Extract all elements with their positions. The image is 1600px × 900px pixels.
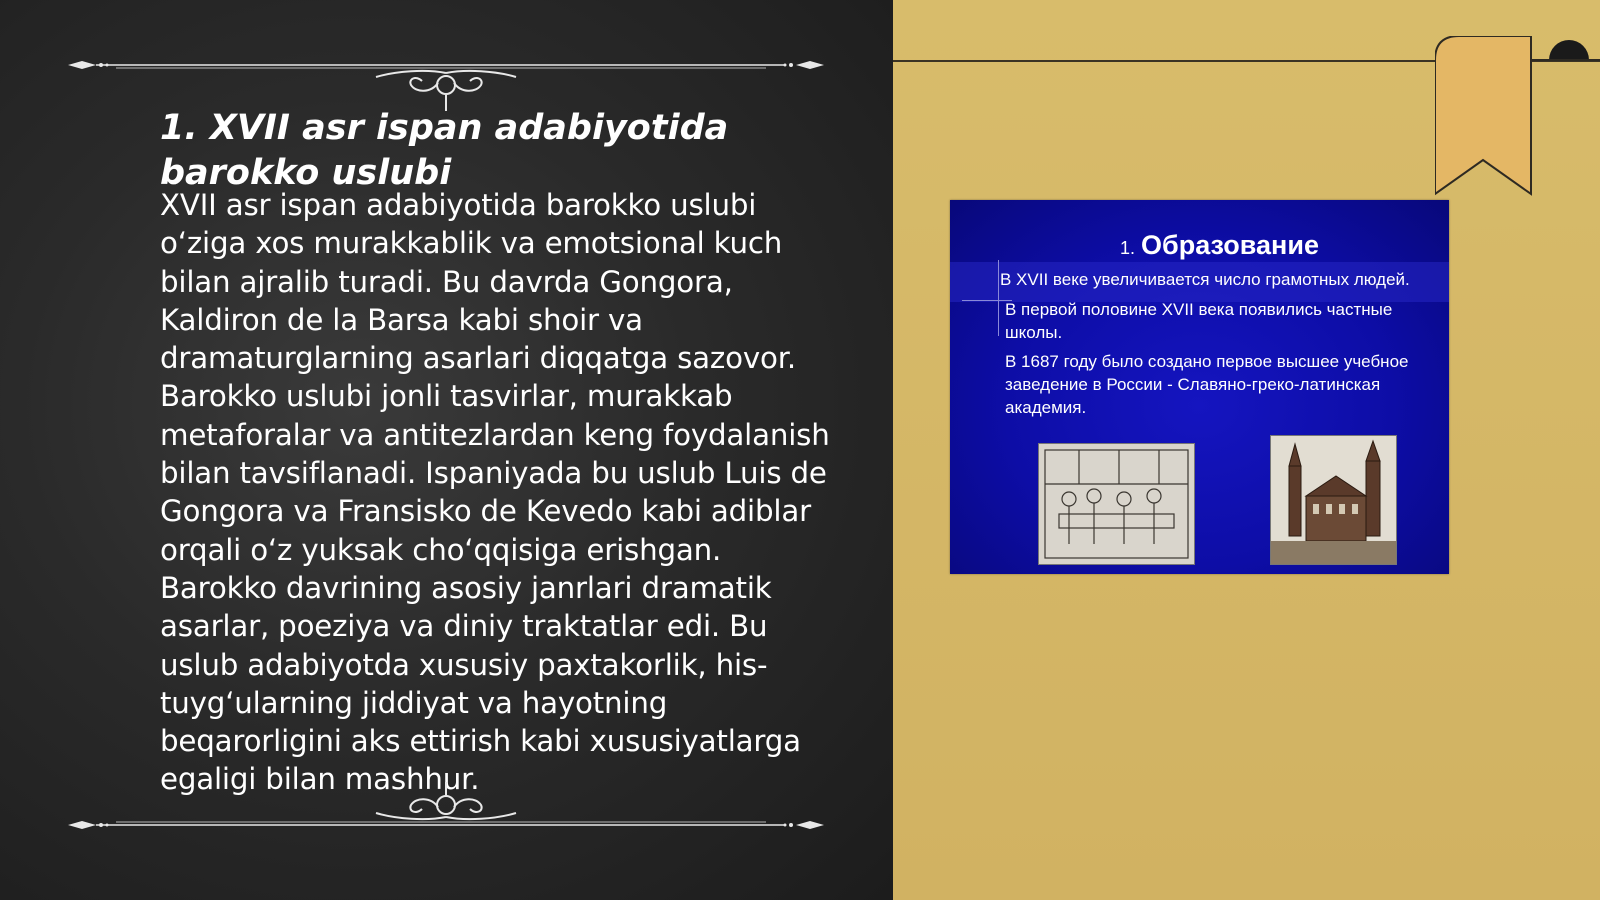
embedded-slide-image (950, 200, 1449, 574)
engraving-classroom-image (1038, 443, 1195, 565)
ornamental-divider-bottom (66, 780, 826, 840)
embedded-slide-heading: Образование (1141, 230, 1319, 260)
bookmark-ribbon-icon (1435, 36, 1600, 201)
slide-body-text: XVII asr ispan adabiyotida barokko uslubi o‘ziga xos murakkablik va emotsional kuch bilan ajralib turadi. Bu davrda Gongora, Kaldiron de la Barsa kabi shoir va dramaturglarning asarlari diqqatga sazovor. Barokko uslubi jonli tasvirlar, murakkab metaforalar va antitezlardan keng foydalanish bilan tavsiflanadi. Ispaniyada bu uslub Luis de Gongora va Fransisko de Kevedo kabi adiblar orqali o‘z yuksak cho‘qqisiga erishgan. Barokko davrining asosiy janrlari dramatik asarlar, poeziya va diniy traktatlar edi. Bu uslub adabiyotda xususiy paxtakorlik, his-tuyg‘ularning jiddiyat va hayotning beqarorligini aks ettirish kabi xususiyatlarga egaligi bilan mashhur. (160, 188, 830, 797)
slide-title: 1. XVII asr ispan adabiyotida barokko uslubi (160, 108, 729, 193)
engraving-city-image (1270, 435, 1397, 565)
embedded-slide-item: В первой половине XVII века появились частные школы. (1005, 300, 1393, 342)
embedded-slide-number: 1. (1120, 238, 1136, 258)
embedded-slide-item: В XVII веке увеличивается число грамотных людей. (1000, 270, 1410, 289)
embedded-slide-vertical-rule (998, 260, 999, 336)
embedded-slide-item: В 1687 году было создано первое высшее учебное заведение в России - Славяно-греко-латинская академия. (1005, 352, 1409, 417)
embedded-slide-title (950, 230, 1449, 261)
